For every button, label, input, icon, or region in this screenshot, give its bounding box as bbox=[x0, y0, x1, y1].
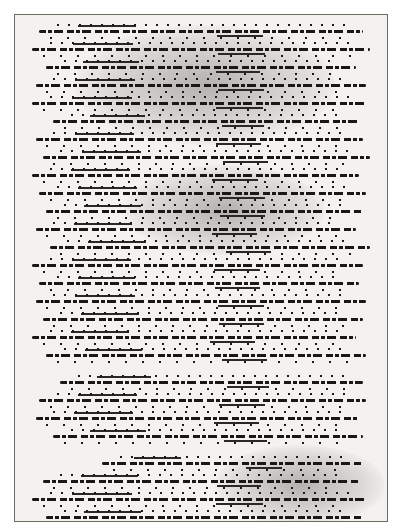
diacritic-marks bbox=[57, 217, 346, 219]
diacritic-marks bbox=[46, 307, 349, 309]
diacritic-marks bbox=[64, 510, 346, 512]
manuscript-line bbox=[25, 491, 377, 508]
diacritic-marks bbox=[50, 42, 353, 44]
manuscript-line bbox=[25, 113, 377, 130]
manuscript-line bbox=[25, 257, 377, 274]
handwriting-stroke bbox=[46, 516, 363, 519]
diacritic-marks bbox=[43, 55, 353, 57]
diacritic-marks bbox=[57, 361, 349, 363]
diacritic-marks bbox=[64, 60, 339, 62]
manuscript-line bbox=[25, 275, 377, 292]
diacritic-marks bbox=[53, 132, 345, 134]
manuscript-line bbox=[25, 455, 377, 472]
manuscript-line bbox=[25, 374, 377, 391]
diacritic-marks bbox=[50, 330, 339, 332]
diacritic-marks bbox=[50, 96, 349, 98]
diacritic-marks bbox=[71, 388, 346, 390]
diacritic-marks bbox=[78, 375, 346, 377]
handwriting-stroke bbox=[39, 282, 359, 285]
manuscript-line bbox=[25, 239, 377, 256]
handwriting-stroke bbox=[43, 318, 363, 321]
handwriting-stroke bbox=[36, 84, 367, 87]
diacritic-marks bbox=[64, 348, 349, 350]
diacritic-marks bbox=[53, 222, 338, 224]
handwriting-stroke bbox=[32, 174, 359, 177]
handwriting-stroke bbox=[46, 210, 363, 213]
manuscript-line bbox=[25, 185, 377, 202]
diacritic-marks bbox=[53, 325, 345, 327]
manuscript-line bbox=[25, 203, 377, 220]
handwriting-stroke bbox=[43, 480, 360, 483]
handwriting-stroke bbox=[46, 66, 356, 69]
handwriting-stroke bbox=[36, 138, 363, 141]
diacritic-marks bbox=[113, 469, 345, 471]
handwriting-stroke bbox=[39, 30, 363, 33]
manuscript-line bbox=[25, 221, 377, 238]
diacritic-marks bbox=[43, 343, 339, 345]
handwriting-stroke bbox=[60, 381, 363, 384]
diacritic-marks bbox=[57, 73, 339, 75]
handwriting-stroke bbox=[53, 120, 359, 123]
handwriting-stroke bbox=[53, 435, 363, 438]
handwriting-stroke bbox=[43, 156, 370, 159]
manuscript-line bbox=[25, 41, 377, 58]
handwriting-stroke bbox=[32, 264, 363, 267]
diacritic-marks bbox=[50, 168, 342, 170]
manuscript-line bbox=[25, 23, 377, 40]
manuscript-line bbox=[25, 329, 377, 346]
diacritic-marks bbox=[71, 429, 346, 431]
diacritic-marks bbox=[46, 235, 338, 237]
handwriting-stroke bbox=[32, 102, 366, 105]
manuscript-line bbox=[25, 59, 377, 76]
handwriting-stroke bbox=[50, 246, 370, 249]
manuscript-line bbox=[25, 347, 377, 364]
diacritic-marks bbox=[57, 24, 346, 26]
diacritic-marks bbox=[57, 393, 349, 395]
handwriting-stroke bbox=[32, 498, 366, 501]
manuscript-line bbox=[25, 77, 377, 94]
manuscript-line bbox=[25, 392, 377, 409]
diacritic-marks bbox=[53, 487, 342, 489]
diacritic-marks bbox=[46, 91, 349, 93]
handwriting-stroke bbox=[102, 462, 362, 465]
manuscript-line bbox=[25, 311, 377, 328]
diacritic-marks bbox=[50, 492, 349, 494]
diacritic-marks bbox=[64, 204, 346, 206]
diacritic-marks bbox=[50, 289, 342, 291]
diacritic-marks bbox=[43, 505, 349, 507]
handwriting-stroke bbox=[36, 228, 356, 231]
handwriting-stroke bbox=[36, 300, 367, 303]
diacritic-marks bbox=[60, 312, 345, 314]
diacritic-marks bbox=[60, 150, 352, 152]
handwriting-stroke bbox=[32, 336, 356, 339]
diacritic-marks bbox=[50, 37, 346, 39]
diacritic-marks bbox=[60, 253, 352, 255]
diacritic-marks bbox=[53, 163, 352, 165]
handwriting-stroke bbox=[39, 192, 366, 195]
diacritic-marks bbox=[43, 271, 346, 273]
diacritic-marks bbox=[46, 145, 345, 147]
manuscript-line bbox=[25, 473, 377, 490]
handwriting-stroke bbox=[46, 354, 366, 357]
diacritic-marks bbox=[50, 199, 349, 201]
diacritic-marks bbox=[53, 294, 349, 296]
diacritic-marks bbox=[120, 456, 345, 458]
manuscript-sheet bbox=[14, 14, 388, 522]
diacritic-marks bbox=[57, 276, 342, 278]
diacritic-marks bbox=[71, 114, 342, 116]
handwriting-stroke bbox=[36, 417, 360, 420]
diacritic-marks bbox=[60, 474, 342, 476]
manuscript-line bbox=[25, 167, 377, 184]
manuscript-line bbox=[25, 149, 377, 166]
diacritic-marks bbox=[43, 181, 342, 183]
manuscript-line bbox=[25, 131, 377, 148]
diacritic-marks bbox=[67, 240, 352, 242]
diacritic-marks bbox=[50, 406, 349, 408]
handwritten-text-block bbox=[25, 23, 377, 522]
diacritic-marks bbox=[53, 78, 349, 80]
diacritic-marks bbox=[57, 186, 349, 188]
handwriting-stroke bbox=[32, 48, 370, 51]
diacritic-marks bbox=[46, 424, 342, 426]
manuscript-line bbox=[25, 410, 377, 427]
handwriting-stroke bbox=[39, 399, 366, 402]
manuscript-line bbox=[25, 293, 377, 310]
diacritic-marks bbox=[50, 258, 346, 260]
manuscript-line bbox=[25, 428, 377, 445]
diacritic-marks bbox=[64, 442, 346, 444]
diacritic-marks bbox=[43, 109, 349, 111]
diacritic-marks bbox=[64, 127, 342, 129]
diacritic-marks bbox=[53, 411, 342, 413]
manuscript-line bbox=[25, 95, 377, 112]
manuscript-line bbox=[25, 509, 377, 522]
